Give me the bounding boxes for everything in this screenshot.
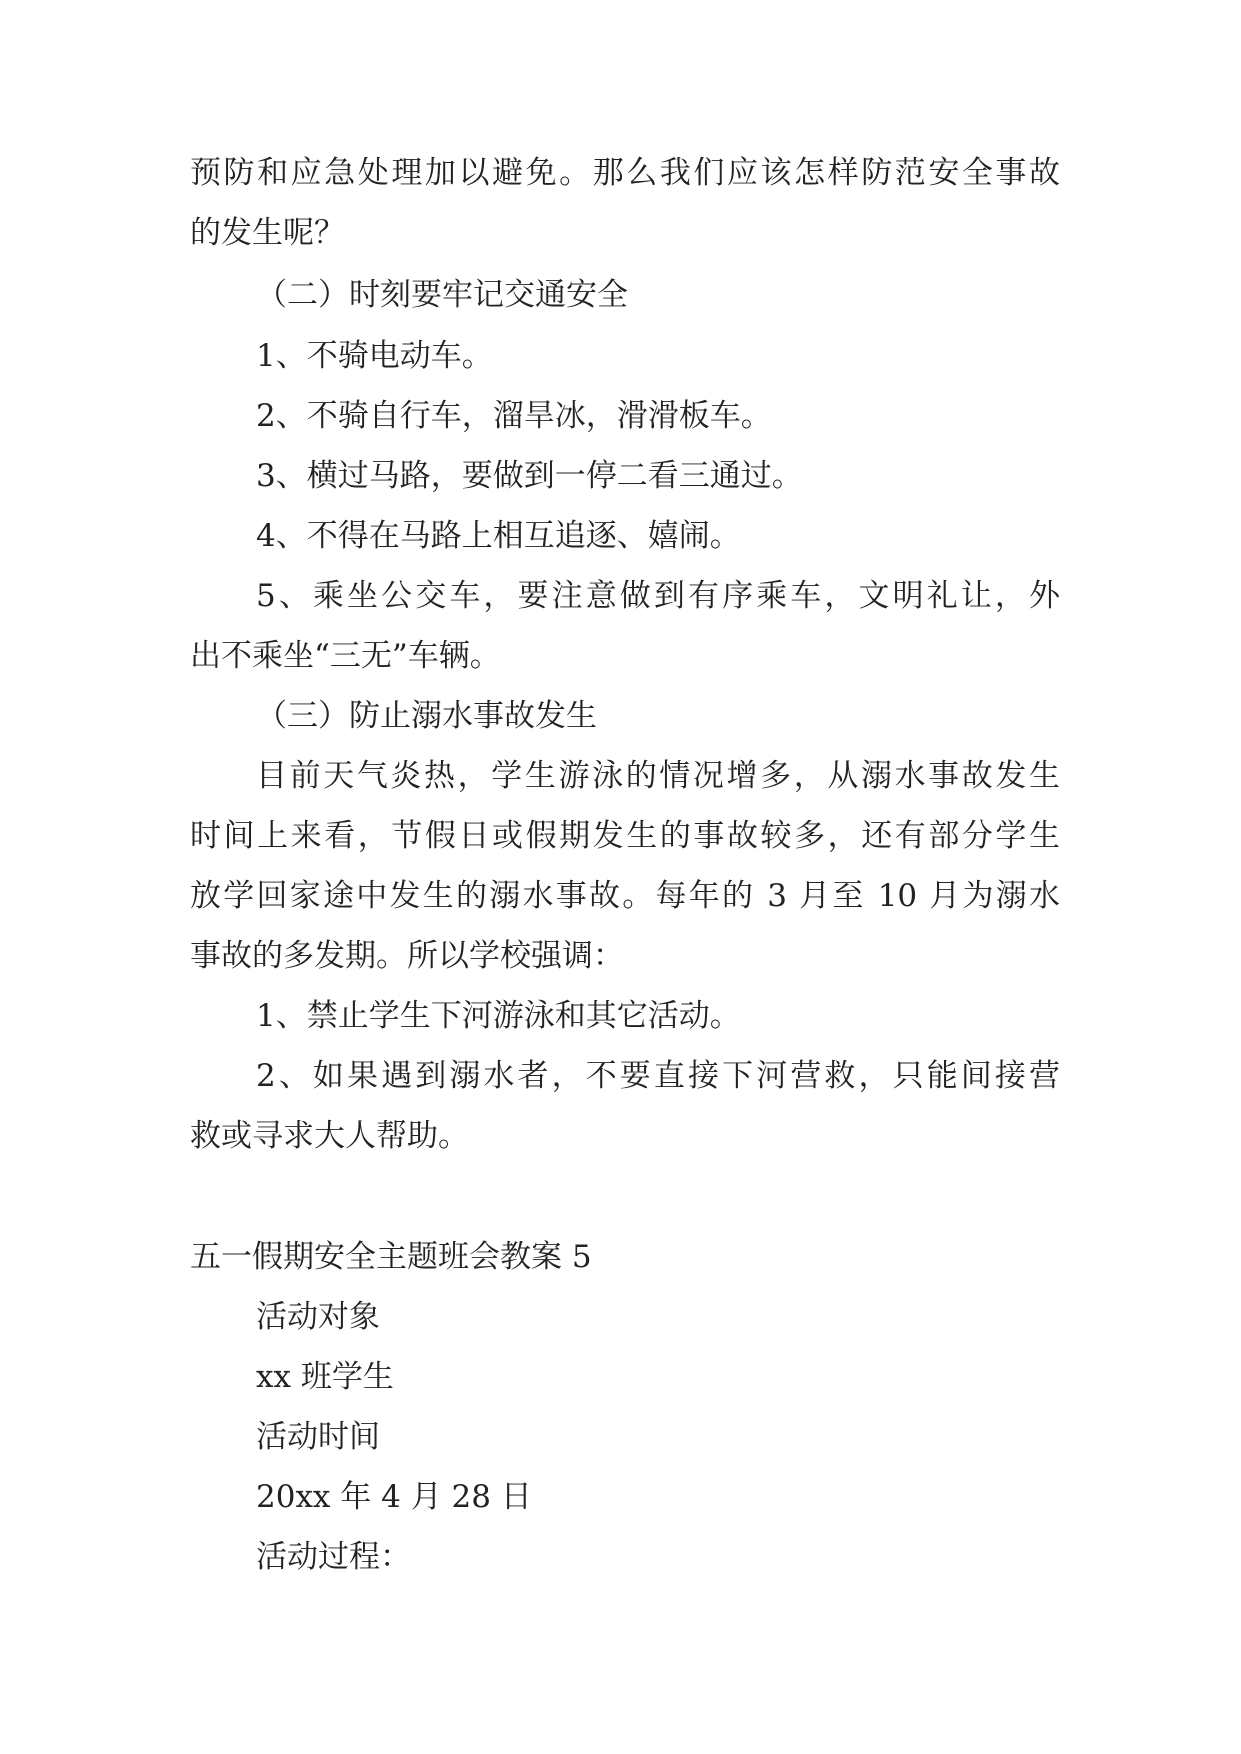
list-item: 1、不骑电动车。 [256, 338, 493, 374]
section-heading-traffic: （二）时刻要牢记交通安全 [256, 277, 628, 313]
list-item: 1、禁止学生下河游泳和其它活动。 [256, 998, 741, 1034]
list-item: 3、横过马路，要做到一停二看三通过。 [256, 458, 803, 494]
section-item: 活动对象 [256, 1299, 380, 1335]
section-item: 20xx 年 4 月 28 日 [256, 1479, 532, 1515]
section-heading-drowning: （三）防止溺水事故发生 [256, 698, 597, 734]
list-item: 2、不骑自行车，溜旱冰，滑滑板车。 [256, 398, 772, 434]
list-item: 5、乘坐公交车，要注意做到有序乘车，文明礼让，外 [256, 578, 1060, 614]
paragraph-line: 目前天气炎热，学生游泳的情况增多，从溺水事故发生 [256, 758, 1060, 794]
paragraph-line: 事故的多发期。所以学校强调： [190, 938, 624, 974]
paragraph-line: 预防和应急处理加以避免。那么我们应该怎样防范安全事故 [190, 155, 1060, 191]
section-item: 活动时间 [256, 1419, 380, 1455]
paragraph-line: 的发生呢？ [190, 215, 345, 251]
list-item: 4、不得在马路上相互追逐、嬉闹。 [256, 518, 741, 554]
paragraph-line: 时间上来看，节假日或假期发生的事故较多，还有部分学生 [190, 818, 1060, 854]
section-item: xx 班学生 [256, 1359, 394, 1395]
section-item: 活动过程： [256, 1539, 411, 1575]
paragraph-line: 出不乘坐“三无”车辆。 [190, 638, 501, 674]
paragraph-line: 救或寻求大人帮助。 [190, 1118, 469, 1154]
list-item: 2、如果遇到溺水者，不要直接下河营救，只能间接营 [256, 1058, 1060, 1094]
section-title: 五一假期安全主题班会教案 5 [190, 1239, 592, 1275]
paragraph-line: 放学回家途中发生的溺水事故。每年的 3 月至 10 月为溺水 [190, 878, 1060, 914]
